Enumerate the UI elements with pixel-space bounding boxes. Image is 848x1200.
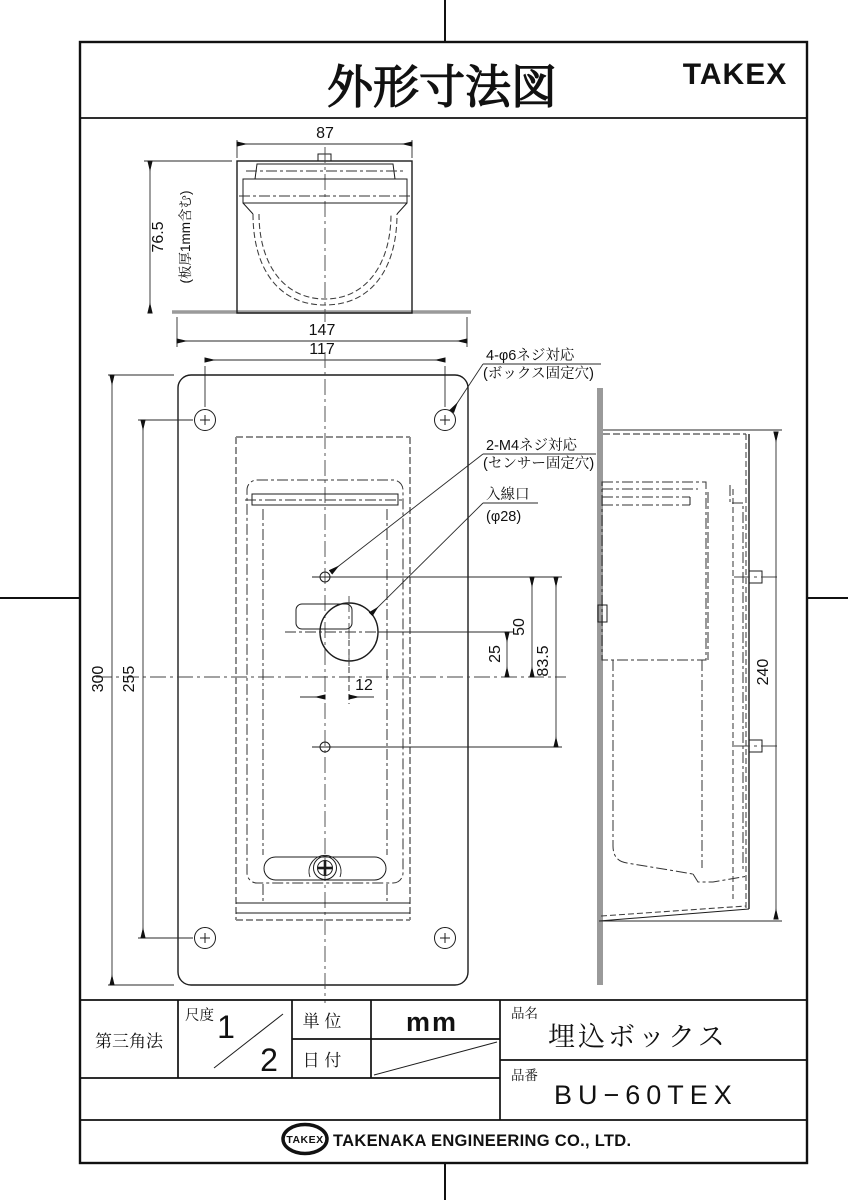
callout-box-fixing-line1: 4-φ6ネジ対応 bbox=[486, 348, 575, 364]
callout-box-fixing-line2: (ボックス固定穴) bbox=[483, 366, 595, 382]
scale-numerator: 1 bbox=[217, 1009, 235, 1045]
top-view bbox=[144, 125, 471, 322]
product-name: 埋込ボックス bbox=[548, 1022, 728, 1052]
wall-section bbox=[597, 388, 603, 985]
dim-box-height: 240 bbox=[755, 658, 772, 686]
product-number: BU−60TEX bbox=[554, 1080, 738, 1110]
footer bbox=[283, 1125, 631, 1154]
unit-label: 単 位 bbox=[302, 1012, 342, 1031]
title-block bbox=[80, 1000, 807, 1120]
unit-value: mm bbox=[405, 1007, 459, 1037]
callout-inlet-line2: (φ28) bbox=[486, 509, 522, 525]
callout-sensor-fixing-line1: 2-M4ネジ対応 bbox=[486, 438, 578, 454]
dim-top-width: 87 bbox=[316, 125, 334, 142]
wall-opening bbox=[236, 437, 410, 920]
scale-denominator: 2 bbox=[260, 1042, 278, 1078]
flange-plate bbox=[178, 375, 468, 985]
callout-box-fixing bbox=[452, 347, 601, 411]
dim-sensor-hole-pitch: 83.5 bbox=[535, 645, 552, 677]
scale-label: 尺度 bbox=[185, 1008, 214, 1024]
callout-sensor-fixing-line2: (センサー固定穴) bbox=[483, 456, 595, 472]
side-view bbox=[597, 388, 782, 985]
dim-hole-pitch-h: 117 bbox=[309, 341, 335, 358]
product-name-label: 品名 bbox=[511, 1006, 538, 1021]
dim-top-height-note: (板厚1mm含む) bbox=[178, 190, 193, 284]
callout-inlet-line1: 入線口 bbox=[486, 487, 530, 503]
page-title: 外形寸法図 bbox=[327, 61, 557, 113]
product-number-label: 品番 bbox=[511, 1068, 538, 1083]
dim-flange-height: 300 bbox=[90, 665, 107, 693]
company-name: TAKENAKA ENGINEERING CO., LTD. bbox=[333, 1132, 632, 1150]
date-label: 日 付 bbox=[302, 1051, 342, 1070]
sensor-phantom-side bbox=[598, 482, 748, 882]
dim-inlet-offset-x: 12 bbox=[355, 677, 373, 694]
dim-hole-pitch-v: 255 bbox=[121, 665, 138, 693]
dim-inlet-offset-y: 25 bbox=[487, 645, 504, 663]
front-view bbox=[90, 347, 601, 1003]
projection-method: 第三角法 bbox=[95, 1032, 163, 1051]
dim-sensor-hole-offset: 50 bbox=[511, 618, 528, 636]
dim-top-height: 76.5 bbox=[150, 221, 167, 253]
shared-dimensions bbox=[177, 317, 467, 407]
company-logo-text: TAKEX bbox=[286, 1134, 324, 1146]
dim-flange-width: 147 bbox=[308, 322, 336, 339]
brand-logo: TAKEX bbox=[682, 58, 788, 91]
